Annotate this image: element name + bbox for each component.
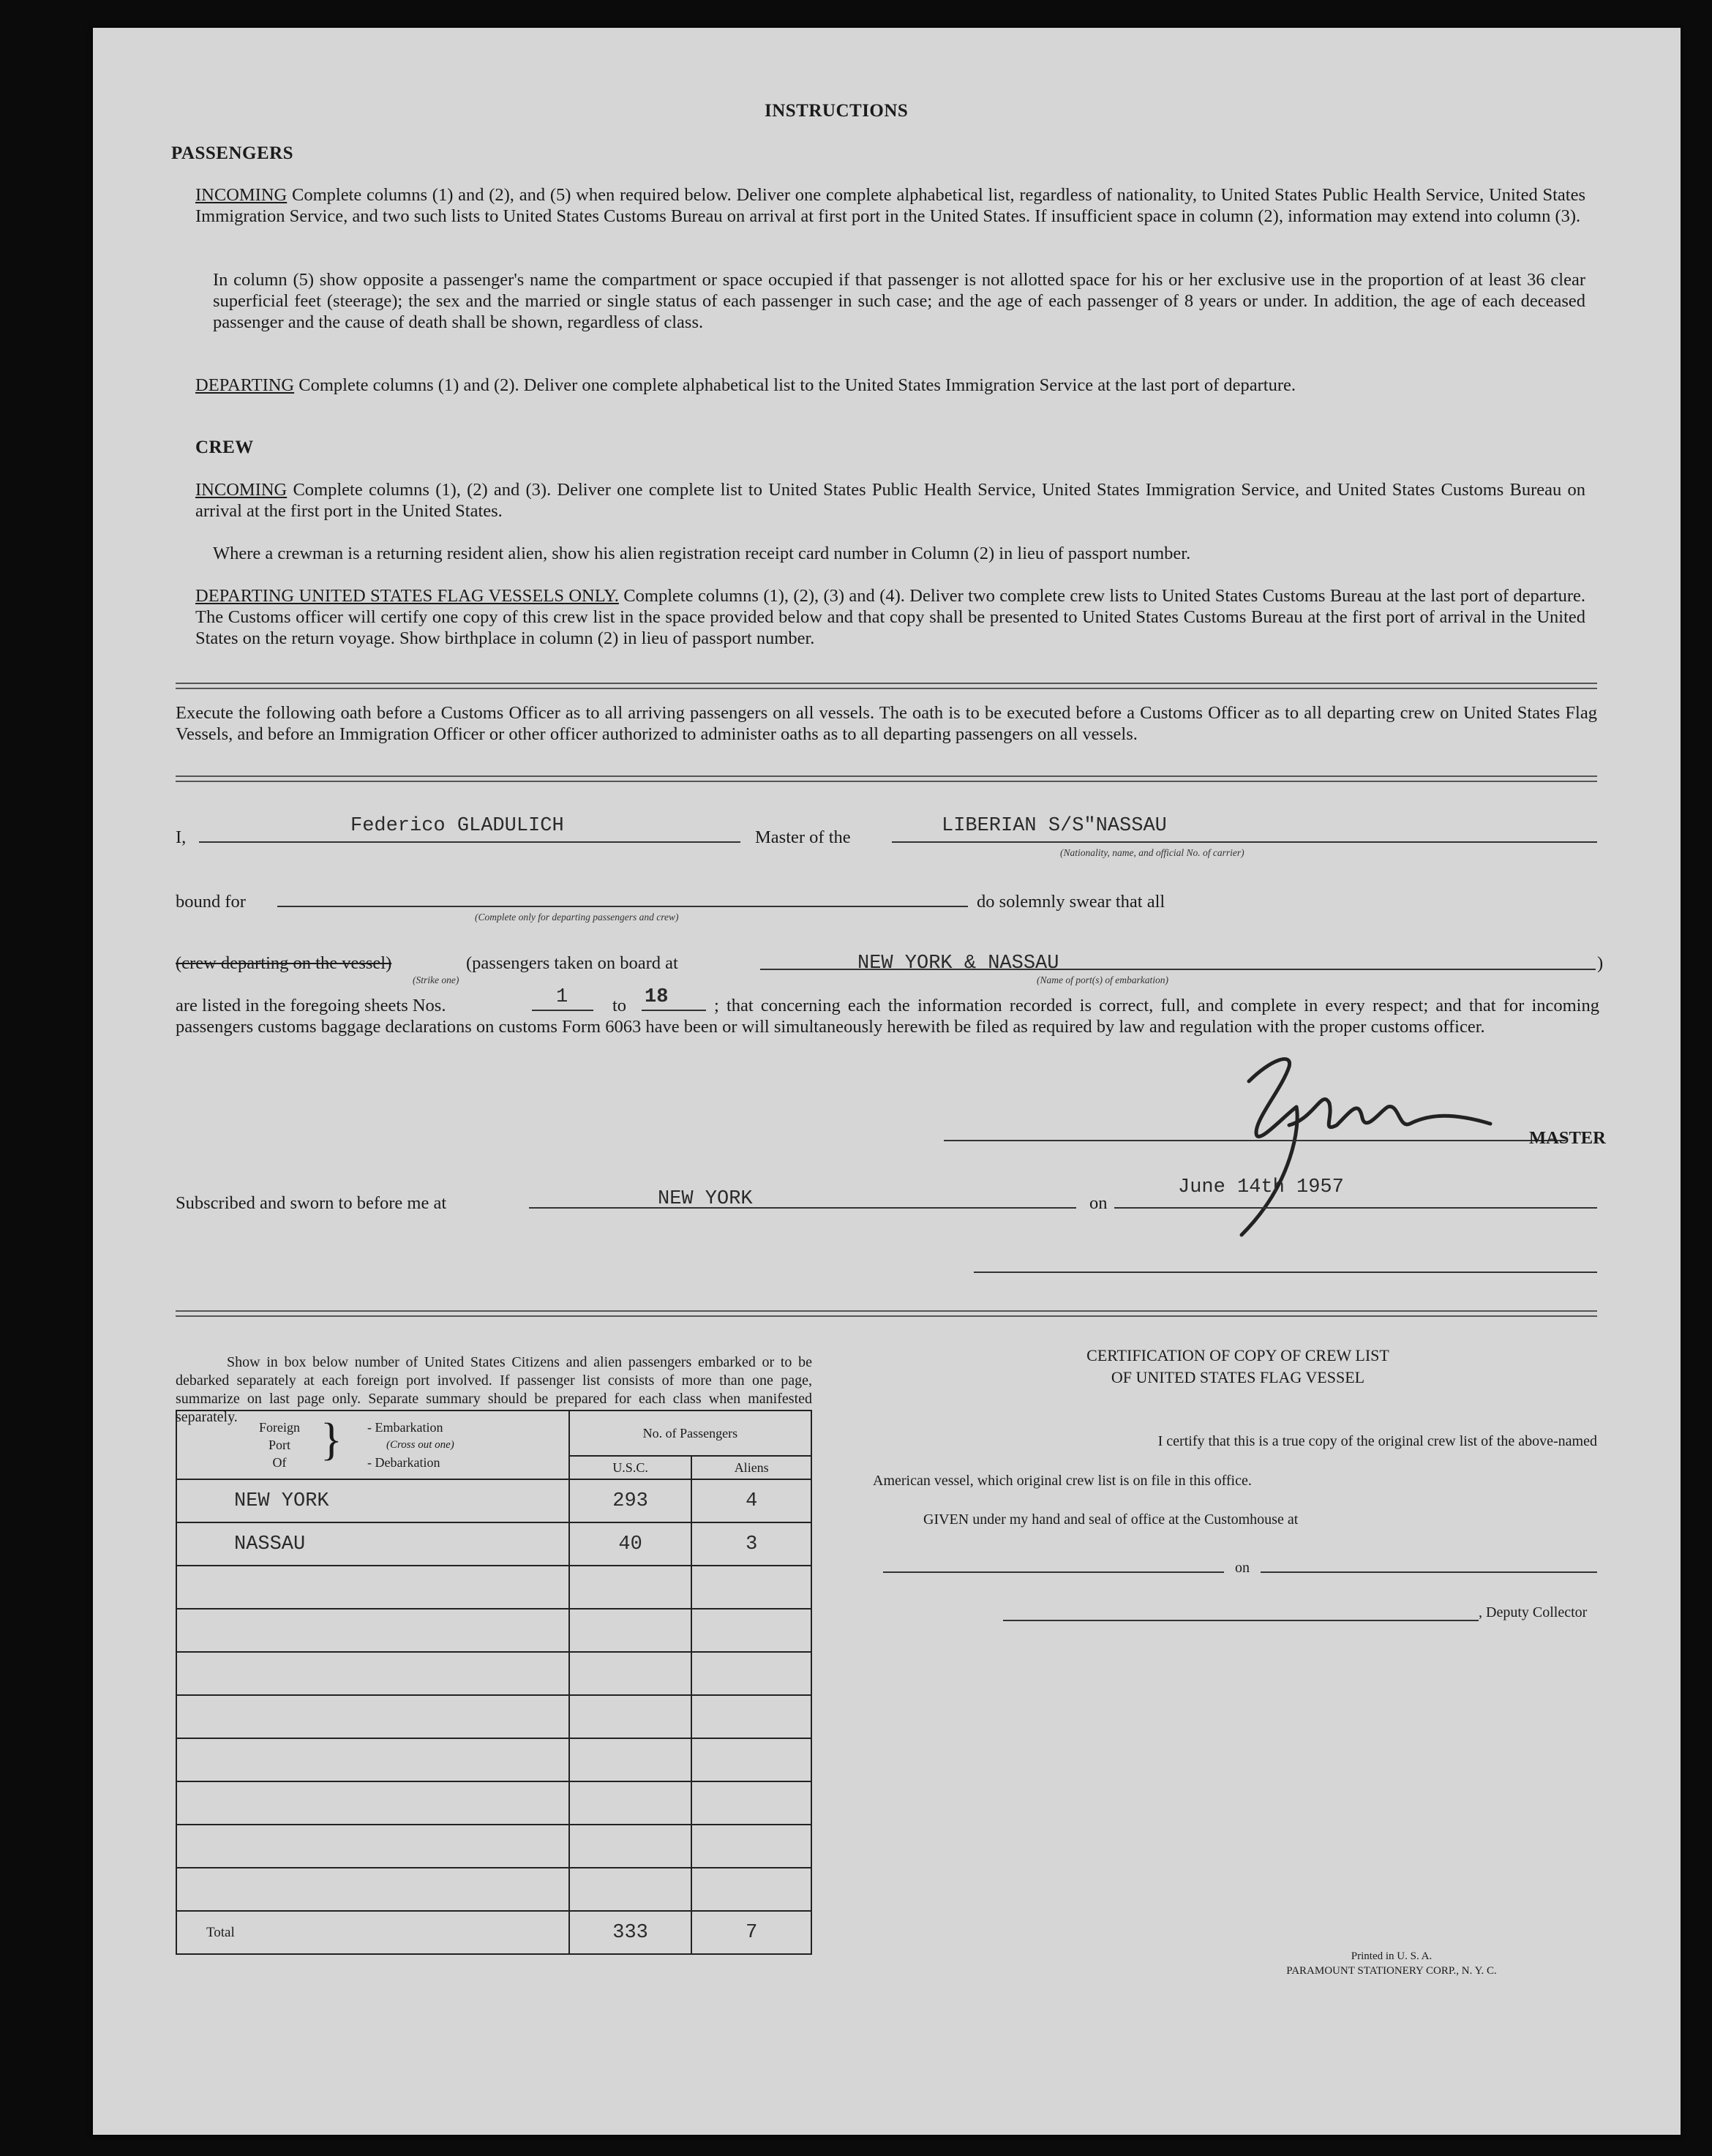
master-of-label: Master of the [755,827,851,847]
foreign-label: Foreign [259,1420,300,1435]
strike-caption: (Strike one) [413,974,459,985]
total-label: Total [176,1911,569,1954]
bound-for-line [277,906,968,907]
sworn-place-line [529,1207,1076,1209]
aliens-cell [691,1825,811,1868]
aliens-cell [691,1868,811,1911]
aliens-cell: 4 [691,1479,811,1522]
sworn-place: NEW YORK [658,1188,753,1210]
usc-cell [569,1609,692,1652]
summary-instructions: Show in box below number of United States Citizens and alien passengers embarked or to be debarked separately at each foreign port involved. If passenger list consists of more than one page, summarize on last page only. Separate summary should be prepared for each class when manifested separately. [176,1354,812,1425]
i-label: I, [176,827,187,847]
port-cell [176,1868,569,1911]
table-row [176,1825,811,1868]
passengers-incoming-label: INCOMING [195,185,288,205]
master-name-line [199,841,740,843]
printer-line1: Printed in U. S. A. [1351,1950,1433,1962]
port-label: Port [268,1438,290,1452]
sheet-from: 1 [556,986,568,1008]
cert-on-label: on [1235,1560,1250,1576]
crew-resident-paragraph: Where a crewman is a returning resident alien, show his alien registration receipt card number in Column (2) in lieu of passport number. [213,544,1191,563]
officer-signature-line [974,1272,1597,1273]
passengers-departing-label: DEPARTING [195,375,295,395]
crew-incoming-paragraph [195,479,1585,522]
given-text: GIVEN under my hand and seal of office at the Customhouse at [923,1511,1299,1528]
passengers-departing-paragraph [195,375,1585,396]
swear-label: do solemnly swear that all [977,892,1165,912]
passengers-incoming-paragraph [195,184,1585,227]
total-aliens: 7 [691,1911,811,1954]
table-row [176,1522,811,1566]
usc-cell [569,1868,692,1911]
usc-header: U.S.C. [569,1456,692,1479]
table-row [176,1479,811,1522]
embark-caption: (Name of port(s) of embarkation) [1037,974,1168,985]
crew-heading: CREW [195,437,254,457]
crew-incoming-text: Complete columns (1), (2) and (3). Deliver one complete list to United States Public Health Service, United States Immigration Service, and United States Customs Bureau on arrival at the first port in the United States. [195,480,1585,521]
divider [176,1310,1597,1317]
port-cell [176,1825,569,1868]
crew-departing-text: Complete columns (1), (2), (3) and (4). Deliver two complete crew lists to United States Customs Bureau at the last port of departure. The Customs officer will certify one copy of this crew list in the space provided below and that copy shall be presented to United States Customs Bureau at the first port of arrival in the United States on the return voyage. Show birthplace in column (2) in lieu of passport number. [195,586,1585,648]
usc-cell [569,1695,692,1738]
certification-title-line2: OF UNITED STATES FLAG VESSEL [1111,1368,1365,1386]
sworn-date-line [1114,1207,1597,1209]
usc-cell [569,1825,692,1868]
table-row [176,1695,811,1738]
master-signature-line [944,1140,1566,1141]
aliens-cell [691,1652,811,1695]
no-passengers-header: No. of Passengers [569,1411,811,1456]
bound-caption: (Complete only for departing passengers and crew) [475,912,679,923]
port-cell: NASSAU [176,1522,569,1566]
cross-out-label: (Cross out one) [386,1439,454,1451]
table-row [176,1781,811,1825]
sworn-date: June 14th 1957 [1178,1176,1344,1198]
table-row [176,1566,811,1609]
table-row [176,1652,811,1695]
crew-incoming-label: INCOMING [195,480,288,500]
certification-title-line1: CERTIFICATION OF COPY OF CREW LIST [1086,1346,1389,1364]
printer-imprint [1168,1949,1615,1978]
table-row [176,1738,811,1781]
passenger-summary-table [176,1410,812,1955]
deputy-label: , Deputy Collector [1479,1604,1588,1620]
taken-label: (passengers taken on board at [466,953,678,973]
deputy-line [1003,1620,1479,1621]
to-label: to [612,996,627,1015]
cert-date-line [1261,1571,1597,1573]
crew-departing-label: DEPARTING UNITED STATES FLAG VESSELS ONLY. [195,586,619,606]
aliens-cell [691,1781,811,1825]
divider [176,775,1597,782]
divider [176,683,1597,689]
brace-icon: } [320,1415,342,1465]
oath-intro: Execute the following oath before a Customs Officer as to all arriving passengers on all vessels. The oath is to be executed before a Customs Officer as to all departing crew on United States Flag Vessels, and before an Immigration Officer or other officer authorized to administer oaths as to all departing passengers on all vessels. [176,703,1597,744]
printer-line2: PARAMOUNT STATIONERY CORP., N. Y. C. [1286,1965,1497,1977]
port-cell [176,1695,569,1738]
bound-for-label: bound for [176,892,246,912]
passengers-departing-text: Complete columns (1) and (2). Deliver one complete alphabetical list to the United States Immigration Service at the last port of departure. [299,375,1296,395]
master-name: Federico GLADULICH [350,815,564,837]
debarkation-label: - Debarkation [367,1455,440,1470]
port-header-cell [176,1411,569,1479]
certify-text: I certify that this is a true copy of the original crew list of the above-named [1157,1433,1597,1449]
embarkation-label: - Embarkation [367,1420,443,1435]
crew-departing-strike: (crew departing on the vessel) [176,953,392,973]
document-page [93,28,1681,2135]
usc-cell [569,1652,692,1695]
port-cell [176,1566,569,1609]
port-cell [176,1781,569,1825]
of-label: Of [272,1455,287,1470]
table-row [176,1868,811,1911]
sheet-to: 18 [645,986,669,1008]
usc-cell [569,1781,692,1825]
certification-title [934,1345,1542,1389]
port-cell [176,1738,569,1781]
passengers-heading: PASSENGERS [171,143,294,163]
usc-cell: 293 [569,1479,692,1522]
column5-paragraph: In column (5) show opposite a passenger's name the compartment or space occupied if that passenger is not allotted space for his or her exclusive use in the proportion of at least 36 clear superficial feet (steerage); the sex and the married or single status of each passenger in such case; and the age of each passenger of 8 years or under. In addition, the age of each deceased passenger and the cause of death shall be shown, regardless of class. [213,270,1585,332]
total-row [176,1911,811,1954]
master-label: MASTER [1529,1128,1606,1148]
table-row [176,1609,811,1652]
aliens-cell [691,1566,811,1609]
aliens-cell: 3 [691,1522,811,1566]
close-paren: ) [1597,953,1604,973]
port-cell [176,1652,569,1695]
sworn-label: Subscribed and sworn to before me at [176,1193,447,1213]
listed-rest: ; that concerning each the information recorded is correct, full, and complete in every respect; and that for incoming passengers customs baggage declarations on customs Form 6063 have been or will simultaneously herewith be filed as required by law and regulation with the proper customs officer. [176,996,1599,1037]
port-cell: NEW YORK [176,1479,569,1522]
american-text: American vessel, which original crew list is on file in this office. [873,1473,1252,1489]
vessel-caption: (Nationality, name, and official No. of carrier) [1060,847,1244,858]
usc-cell [569,1738,692,1781]
aliens-header: Aliens [691,1456,811,1479]
aliens-cell [691,1695,811,1738]
embark-ports: NEW YORK & NASSAU [857,953,1059,974]
listed-label: are listed in the foregoing sheets Nos. [176,996,446,1015]
usc-cell [569,1566,692,1609]
on-label: on [1089,1193,1108,1213]
aliens-cell [691,1609,811,1652]
port-cell [176,1609,569,1652]
total-usc: 333 [569,1911,692,1954]
instructions-title: INSTRUCTIONS [765,101,909,121]
customhouse-line [883,1571,1224,1573]
usc-cell: 40 [569,1522,692,1566]
aliens-cell [691,1738,811,1781]
vessel-line [892,841,1597,843]
passengers-incoming-text: Complete columns (1) and (2), and (5) when required below. Deliver one complete alphabetical list, regardless of nationality, to United States Public Health Service, United States Immigration Service, and two such lists to United States Customs Bureau on arrival at first port in the United States. If insufficient space in column (2), information may extend into column (3). [195,185,1585,226]
vessel-name: LIBERIAN S/S"NASSAU [942,815,1167,837]
crew-departing-paragraph [195,585,1585,649]
